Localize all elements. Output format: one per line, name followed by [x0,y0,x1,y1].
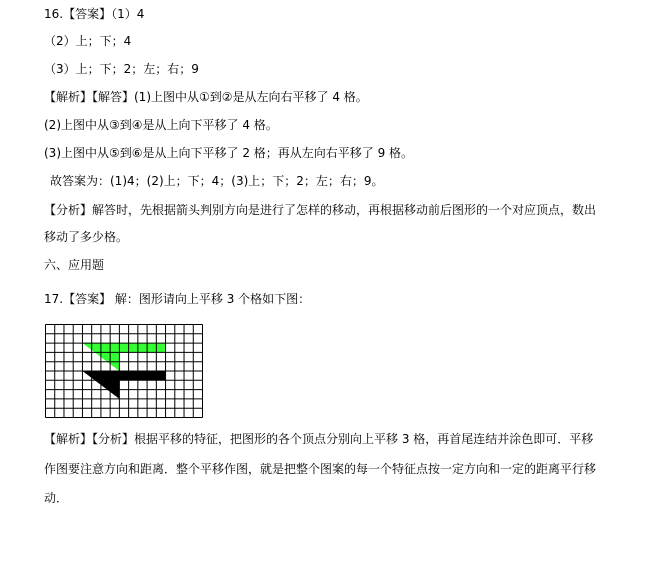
q16-analysis-3: (3)上图中从⑤到⑥是从上向下平移了 2 格；再从左向右平移了 9 格。 [44,146,414,160]
q17-analysis-c: 动． [44,491,69,505]
q16-part2: （2）上；下；4 [44,34,132,48]
original-shape [82,371,165,399]
q17-analysis-a: 【解析】【分析】根据平移的特征，把图形的各个顶点分别向上平移 3 格，再首尾连结并涂色即可．平移 [44,432,594,446]
q16-answer: 16.【答案】（1）4 [44,7,145,21]
translated-shape [82,343,165,371]
q16-fenxi-a: 【分析】解答时，先根据箭头判别方向是进行了怎样的移动，再根据移动前后图形的一个对应顶点，数出 [44,203,597,217]
grid-svg [45,324,203,418]
q16-fenxi-b: 移动了多少格。 [44,230,129,244]
q16-analysis-1: 【解析】【解答】(1)上图中从①到②是从左向右平移了 4 格。 [44,90,368,104]
q16-conclusion: 故答案为：(1)4；(2)上；下；4；(3)上；下；2；左；右；9。 [50,174,384,188]
q16-part3: （3）上；下；2；左；右；9 [44,62,199,76]
q17-analysis-b: 作图要注意方向和距离．整个平移作图，就是把整个图案的每一个特征点按一定方向和一定的距离平行移 [44,462,597,476]
q16-analysis-2: (2)上图中从③到④是从上向下平移了 4 格。 [44,118,278,132]
section6-title: 六、应用题 [44,258,105,272]
q17-answer: 17.【答案】 解：图形请向上平移 3 个格如下图： [44,292,311,306]
translation-grid-figure [45,324,203,418]
